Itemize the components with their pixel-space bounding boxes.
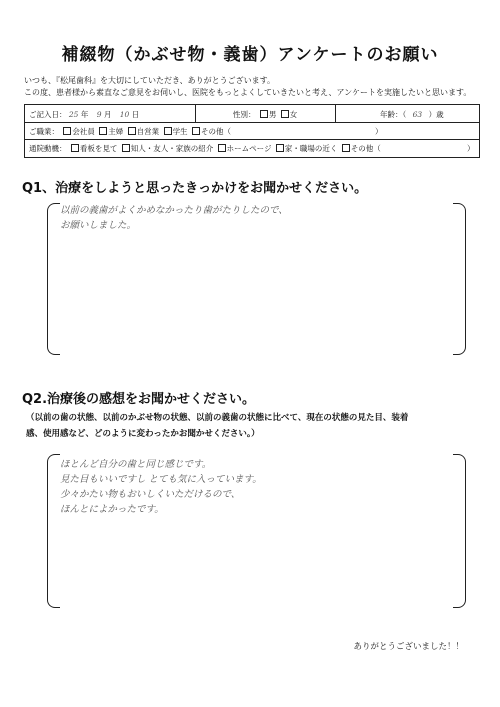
q2-subtext-line-1: （以前の歯の状態、以前のかぶせ物の状態、以前の義歯の状態に比べて、現在の状態の見た目、装着: [26, 413, 409, 423]
q1-answer-line: お願いしました。: [60, 220, 137, 231]
age-field: [380, 109, 444, 120]
gender-label: 性別：: [233, 110, 256, 119]
q2-subtext-line-2: 感、使用感など、どのように変わったかお聞かせください。）: [26, 429, 260, 439]
visit-checkbox[interactable]: [122, 144, 130, 152]
date-label: ご記入日：: [29, 110, 67, 119]
q1-question: Q1、治療をしようと思ったきっかけをお聞かせください。: [22, 181, 368, 196]
visit-label: 通院動機：: [29, 144, 67, 153]
q2-answer-line: 少々かたい物もおいしくいただけるので、: [60, 489, 241, 500]
date-month-value: 9: [96, 110, 102, 119]
age-unit: ）歳: [428, 110, 444, 119]
q1-answer-bracket-right: [453, 203, 466, 355]
visit-option: その他（: [350, 144, 381, 153]
q2-answer[interactable]: [60, 457, 262, 517]
date-year-unit: 年: [80, 110, 89, 119]
q1-answer[interactable]: [60, 203, 288, 233]
divider: [195, 105, 196, 122]
age-label: 年齢：（: [380, 110, 407, 119]
q2-answer-line: 見た目もいいですし とても気に入っています。: [60, 474, 262, 485]
gender-male-label: 男: [268, 110, 277, 119]
occupation-close: ）: [375, 127, 383, 136]
age-value: 63: [412, 110, 423, 119]
occupation-checkbox[interactable]: [164, 127, 172, 135]
occupation-checkbox[interactable]: [192, 127, 200, 135]
occupation-checkbox[interactable]: [99, 127, 107, 135]
date-field: [29, 109, 139, 120]
date-month-unit: 月: [103, 110, 112, 119]
visit-close: ）: [467, 144, 475, 153]
visit-option: 知人・友人・家族の紹介: [130, 144, 214, 153]
gender-female-checkbox[interactable]: [281, 110, 289, 118]
q2-subtext: [26, 410, 476, 442]
intro-line-2: この度、患者様から素直なご意見をお伺いし、医院をもっとよくしていきたいと考え、アンケートを実施したいと思います。: [24, 88, 472, 97]
occupation-checkbox[interactable]: [128, 127, 136, 135]
q2-answer-bracket-left: [47, 454, 60, 608]
visit-checkbox[interactable]: [342, 144, 350, 152]
gender-field: [233, 109, 297, 120]
survey-title: 補綴物（かぶせ物・義歯）アンケートのお願い: [61, 45, 439, 65]
intro-text: [24, 75, 484, 99]
q2-answer-bracket-right: [453, 454, 466, 608]
divider: [335, 105, 336, 122]
gender-female-label: 女: [289, 110, 298, 119]
info-row-occupation: [25, 122, 479, 140]
visit-checkbox[interactable]: [218, 144, 226, 152]
q2-answer-line: ほんとによかったです。: [60, 504, 164, 515]
thanks-message: ありがとうございました！！: [353, 642, 464, 652]
occupation-field: [29, 126, 231, 137]
gender-male-checkbox[interactable]: [260, 110, 268, 118]
q1-answer-line: 以前の義歯がよくかめなかったり歯がたりしたので、: [60, 205, 288, 216]
visit-checkbox[interactable]: [276, 144, 284, 152]
visit-option: ホームページ: [226, 144, 272, 153]
occupation-option: 学生: [172, 127, 188, 136]
info-row-basic: [25, 105, 479, 123]
info-row-visit-reason: [25, 139, 479, 156]
occupation-option: その他（: [200, 127, 231, 136]
visit-checkbox[interactable]: [71, 144, 79, 152]
visit-reason-field: [29, 143, 381, 154]
date-year-value: 25: [68, 110, 79, 119]
occupation-checkbox[interactable]: [63, 127, 71, 135]
visit-option: 家・職場の近く: [284, 144, 338, 153]
q2-question: Q2.治療後の感想をお聞かせください。: [22, 392, 256, 407]
respondent-info-table: [24, 104, 480, 158]
occupation-option: 自営業: [136, 127, 160, 136]
occupation-label: ご職業：: [29, 127, 59, 136]
intro-line-1: いつも、『松尾歯科』を大切にしていただき、ありがとうございます。: [24, 76, 276, 85]
occupation-option: 会社員: [72, 127, 95, 136]
q2-answer-line: ほとんど自分の歯と同じ感じです。: [60, 459, 212, 470]
q1-answer-bracket-left: [47, 203, 60, 355]
occupation-option: 主婦: [108, 127, 124, 136]
visit-option: 看板を見て: [79, 144, 118, 153]
date-day-value: 10: [119, 110, 130, 119]
date-day-unit: 日: [131, 110, 140, 119]
